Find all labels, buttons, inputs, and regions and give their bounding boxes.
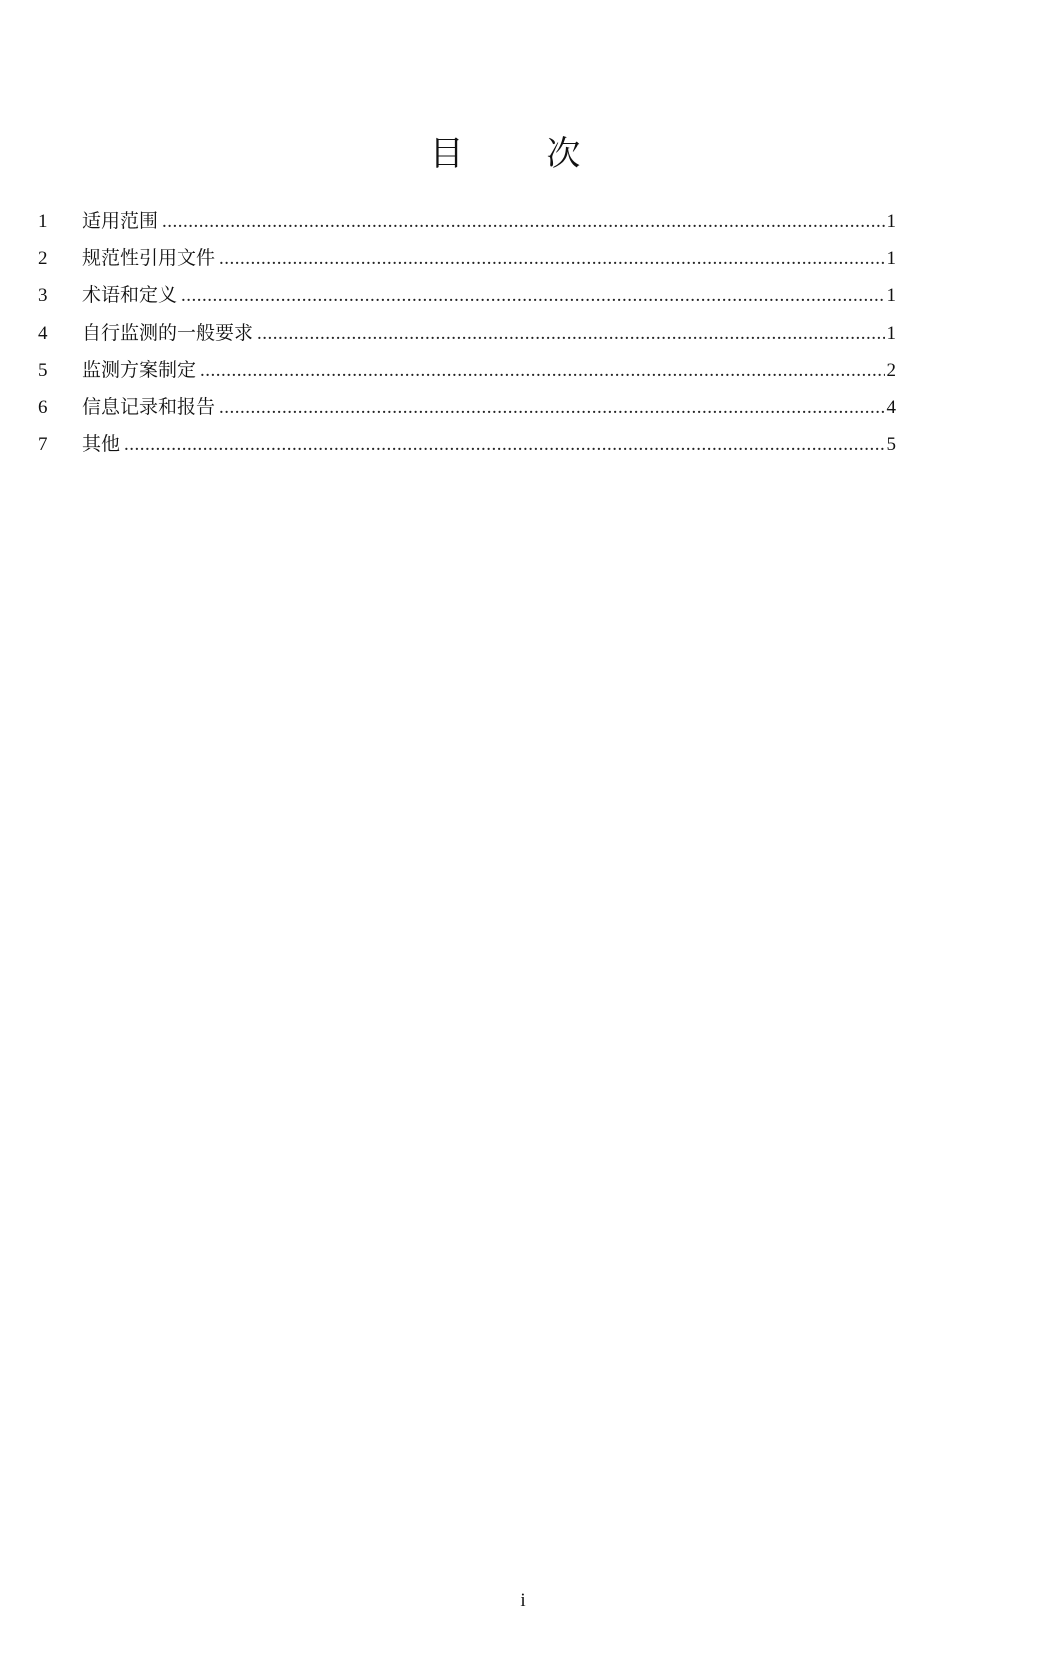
toc-entry-page: 1 [886, 322, 896, 344]
toc-entry-2[interactable] [38, 245, 896, 282]
toc-entry-5[interactable] [38, 357, 896, 394]
toc-leader-dots [257, 321, 884, 347]
toc-leader-dots [124, 432, 884, 458]
toc-entry-page: 5 [886, 434, 896, 456]
toc-entry-number: 2 [38, 248, 48, 270]
toc-entry-title: 其他 [82, 433, 121, 456]
toc-entry-title: 适用范围 [82, 210, 159, 232]
toc-entry-number: 5 [38, 359, 48, 381]
toc-entry-7[interactable] [38, 431, 896, 468]
toc-entry-number: 1 [38, 211, 48, 232]
toc-entry-title: 信息记录和报告 [82, 395, 216, 418]
toc-entry-page: 4 [886, 396, 896, 418]
toc-entry-title: 自行监测的一般要求 [82, 321, 254, 344]
toc-entry-number: 6 [38, 396, 48, 418]
toc-entry-1[interactable] [38, 208, 896, 245]
toc-entry-number: 4 [38, 322, 48, 344]
toc-entry-number: 7 [38, 434, 48, 456]
toc-leader-dots [219, 246, 884, 272]
toc-entry-6[interactable] [38, 394, 896, 431]
page-number: i [520, 1590, 526, 1611]
toc-entry-page: 1 [886, 248, 896, 270]
toc-leader-dots [162, 209, 884, 235]
toc-entry-title: 监测方案制定 [82, 358, 197, 381]
page-title: 目 次 [429, 134, 617, 174]
toc-entry-3[interactable] [38, 282, 896, 319]
toc-entry-page: 1 [886, 211, 896, 232]
toc-entry-number: 3 [38, 285, 48, 307]
toc-leader-dots [181, 283, 884, 309]
toc-leader-dots [219, 395, 884, 421]
toc-entry-4[interactable] [38, 320, 896, 357]
toc-entry-title: 规范性引用文件 [82, 247, 216, 270]
toc-entry-page: 2 [886, 359, 896, 381]
toc-leader-dots [200, 358, 884, 384]
table-of-contents [38, 208, 896, 468]
toc-entry-page: 1 [886, 285, 896, 307]
toc-entry-title: 术语和定义 [82, 284, 178, 307]
